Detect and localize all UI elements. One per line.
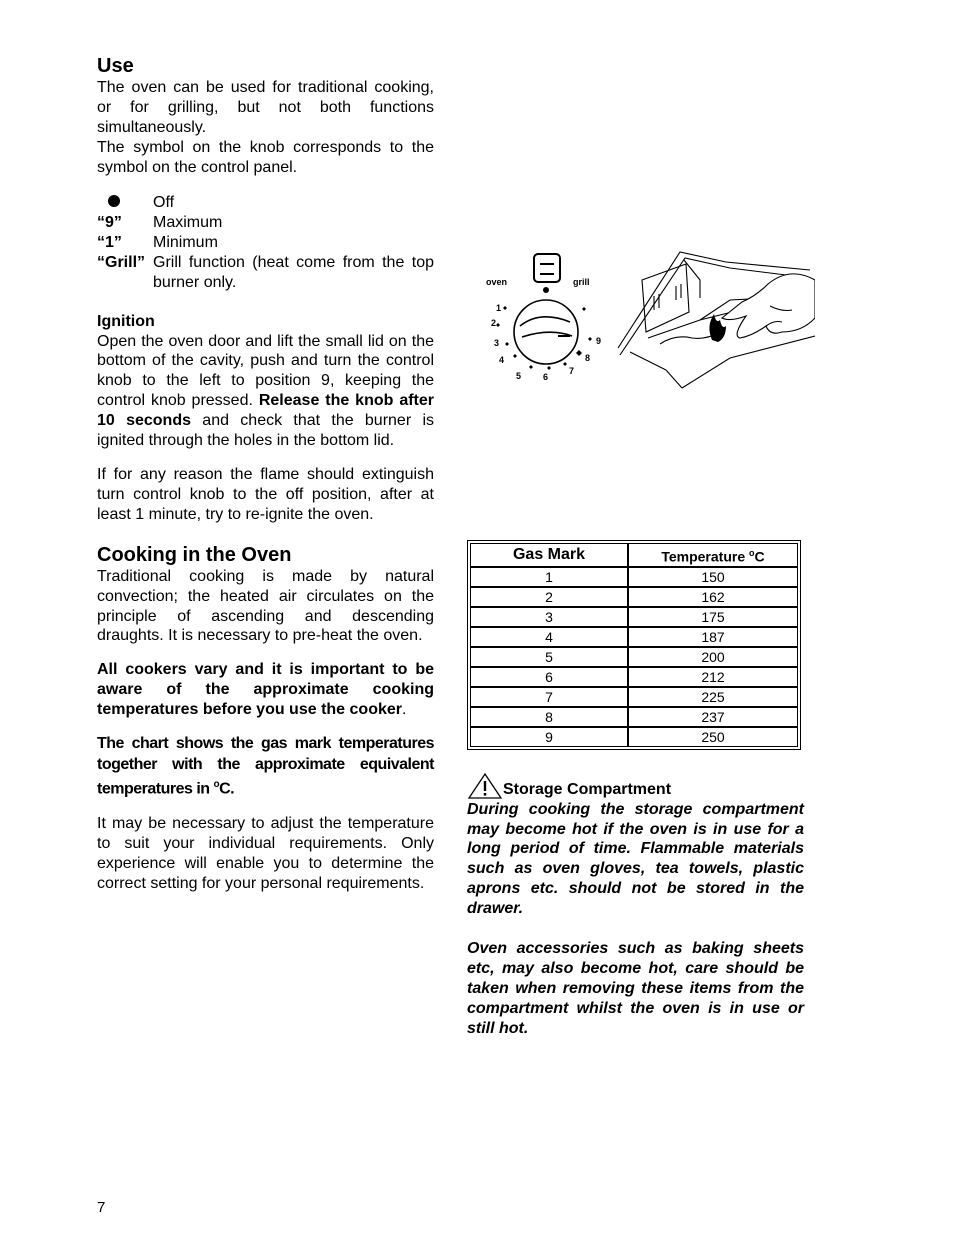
ignition-heading: Ignition [97,312,155,330]
table-row [470,567,798,587]
page-number: 7 [97,1199,106,1216]
gas-mark-cell: 2 [470,587,628,607]
temperature-cell: 162 [628,587,798,607]
warning-triangle-icon [467,772,503,800]
scale-number: 2 [491,318,497,328]
table-row [470,727,798,747]
legend-key: “1” [97,233,122,251]
legend-key: “Grill” [97,253,146,271]
storage-warning-1: During cooking the storage compartment may become hot if the oven is in use for a long period of time. Flammable materials such as oven gloves, tea towels, plastic aprons etc. should not be stored in the drawer. [467,800,804,918]
temperature-cell: 187 [628,627,798,647]
right-column [467,540,812,1039]
legend-value: Grill function (heat come from the top burner only. [153,253,434,291]
legend-value: Off [153,193,175,211]
off-symbol [97,193,153,213]
indicator-dot-icon [543,287,549,293]
gas-mark-cell: 5 [470,647,628,667]
temperature-cell: 175 [628,607,798,627]
use-paragraph-2: The symbol on the knob corresponds to the symbol on the control panel. [97,138,434,176]
temperature-cell: 200 [628,647,798,667]
control-panel-symbols [486,254,590,293]
gas-mark-cell: 8 [470,707,628,727]
legend-row-minimum [97,233,434,253]
filled-circle-icon [108,195,120,207]
gas-mark-cell: 6 [470,667,628,687]
oven-knob-diagram [470,240,815,400]
temperature-cell: 237 [628,707,798,727]
legend-key: “9” [97,213,122,231]
control-knob-icon [514,300,578,364]
table-row [470,587,798,607]
legend-value: Minimum [153,233,218,251]
gas-mark-cell: 4 [470,627,628,647]
scale-number: 6 [543,372,549,382]
gas-mark-cell: 7 [470,687,628,707]
gas-mark-table [467,540,801,750]
cooking-paragraph-4: It may be necessary to adjust the temperature to suit your individual requirements. Only experience will enable you to determine the correct setting for your personal requirements. [97,814,434,892]
temperature-cell: 212 [628,667,798,687]
legend-value: Maximum [153,213,223,231]
oven-symbol-icon [534,254,560,282]
scale-number: 3 [494,338,500,348]
legend-row-off [97,193,434,213]
temperature-cell: 225 [628,687,798,707]
cooking-paragraph-2: All cookers vary and it is important to be aware of the approximate cooking temperatures before you use the cooker. [97,661,434,719]
ignition-paragraph-2: If for any reason the flame should extinguish turn control knob to the off position, after at least 1 minute, try to re-ignite the oven. [97,465,434,523]
legend-row-grill [97,253,434,293]
grill-label: grill [573,277,590,287]
storage-warning-2: Oven accessories such as baking sheets etc, may also become hot, care should be taken when removing these items from the compartment whilst the oven is in use or still hot. [467,940,804,1037]
ignition-paragraph-1: Open the oven door and lift the small lid on the bottom of the cavity, push and turn the control knob to the left to position 9, keeping the control knob pressed. Release the knob after 10 seconds and check that the burner is ignited through the holes in the bottom lid. [97,332,435,450]
scale-number: 4 [499,355,505,365]
table-row [470,627,798,647]
scale-number: 1 [496,303,502,313]
temperature-cell: 250 [628,727,798,747]
table-row [470,647,798,667]
gas-mark-cell: 9 [470,727,628,747]
use-paragraph-1: The oven can be used for traditional cooking, or for grilling, but not both functions simultaneously. [97,79,434,136]
oven-label: oven [486,277,508,287]
storage-heading [467,772,812,800]
cooking-paragraph-1: Traditional cooking is made by natural convection; the heated air circulates on the principle of ascending and descending draughts. It is necessary to pre-heat the oven. [97,567,434,645]
scale-number: 8 [585,353,591,363]
scale-number: 5 [516,371,522,381]
storage-title: Storage Compartment [503,780,672,798]
temperature-cell: 150 [628,567,798,587]
scale-number: 7 [569,366,575,376]
legend-row-maximum [97,213,434,233]
left-column [97,54,434,893]
column-header-temperature: Temperature $^o$C [628,543,798,567]
scale-number: 9 [596,336,602,346]
table-row [470,667,798,687]
knob-legend [97,193,434,293]
table-row [470,607,798,627]
hand-igniting-icon [722,274,815,338]
gas-mark-cell: 1 [470,567,628,587]
column-header-gas-mark: Gas Mark [470,543,628,567]
gas-mark-cell: 3 [470,607,628,627]
use-heading: Use [97,55,134,77]
cooking-heading: Cooking in the Oven [97,543,292,566]
table-row [470,707,798,727]
table-header-row [470,543,798,567]
table-row [470,687,798,707]
cooking-paragraph-3: The chart shows the gas mark temperatures together with the approximate equivalent temperatures in $^o$C. [97,735,434,798]
